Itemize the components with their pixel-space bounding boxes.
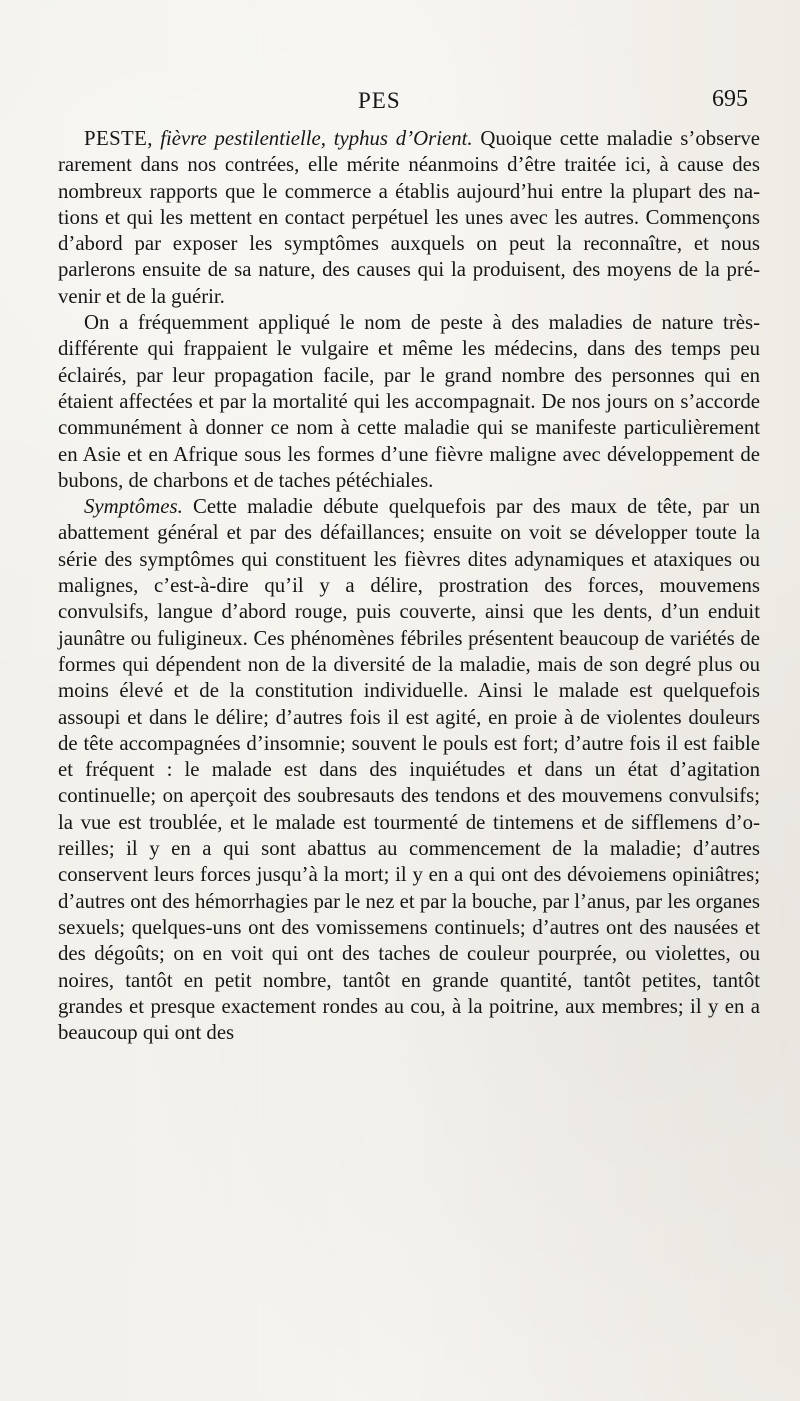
paragraph-symptoms bbox=[58, 494, 760, 1046]
paragraph-peste-definition bbox=[58, 126, 760, 310]
paragraph-text: Cette maladie débute quelquefois par des maux de tête, par un abattement général et par des défaillances; ensuite on voit se développer toute la série des symptômes qui constituent les fièvres dites adynamiques et ataxiques ou malignes, c’est-à-dire qu’il y a délire, prostration des forces, mouvemens convulsifs, langue d’abord rouge, puis couverte, ainsi que les dents, d’un enduit jaunâtre ou fuligineux. Ces phénomènes fébriles présentent beaucoup de variétés de formes qui dépendent non de la diversité de la maladie, mais de son degré plus ou moins élevé et de la constitution individuelle. Ainsi le malade est quelquefois assoupi et dans le délire; d’autres fois il est agité, en proie à de violentes douleurs de tête accompagnées d’insomnie; souvent le pouls est fort; d’autre fois il est faible et fréquent : le malade est dans des inquiétudes et dans un état d’agitation continuelle; on aperçoit des soubresauts des tendons et des mouvemens convulsifs; la vue est troublée, et le malade est tourmenté de tintemens et de sifflemens d’oreilles; il y en a qui sont abattus au commencement de la maladie; d’autres conservent leurs forces jusqu’à la mort; il y en a qui ont des dévoiemens opiniâtres; d’autres ont des hémorrhagies par le nez et par la bouche, par l’anus, par les organes sexuels; quelques-uns ont des vomissemens continuels; d’autres ont des nausées et des dégoûts; on en voit qui ont des taches de couleur pourprée, ou violettes, ou noires, tantôt en petit nombre, tantôt en grande quantité, tantôt petites, tantôt grandes et presque exactement rondes au cou, à la poitrine, aux membres; il y en a beaucoup qui ont des bbox=[58, 495, 760, 1045]
paragraph-text: Quoique cette maladie s’observe rarement dans nos contrées, elle mérite néanmoins d’être traitée ici, à cause des nombreux rapports que le commerce a établis aujourd’hui entre la plupart des nations et qui les mettent en contact perpétuel les unes avec les autres. Commençons d’abord par exposer les symptômes auxquels on peut la reconnaître, et nous parlerons ensuite de sa nature, des causes qui la produisent, des moyens de la prévenir et de la guérir. bbox=[58, 127, 760, 308]
section-heading-symptomes: Symptômes. bbox=[84, 495, 183, 519]
paragraph-text: On a fréquemment appliqué le nom de peste à des maladies de nature très-différente qui frappaient le vulgaire et même les médecins, dans des temps peu éclairés, par leur propagation facile, par le grand nombre des personnes qui en étaient affectées et par la mortalité qui les accompagnait. De nos jours on s’accorde communément à donner ce nom à cette maladie qui se manifeste particulièrement en Asie et en Afrique sous les formes d’une fièvre maligne avec développement de bubons, de charbons et de taches pétéchiales. bbox=[58, 311, 760, 492]
body-text bbox=[58, 126, 760, 1046]
entry-synonyms: fièvre pestilentielle, typhus d’Orient. bbox=[160, 127, 473, 150]
entry-heading-separator: , bbox=[147, 127, 161, 150]
running-head-title: PES bbox=[358, 88, 401, 113]
entry-heading: PESTE bbox=[84, 127, 148, 150]
paragraph-peste-history bbox=[58, 310, 760, 494]
running-head bbox=[58, 88, 760, 126]
page-number: 695 bbox=[712, 86, 748, 112]
